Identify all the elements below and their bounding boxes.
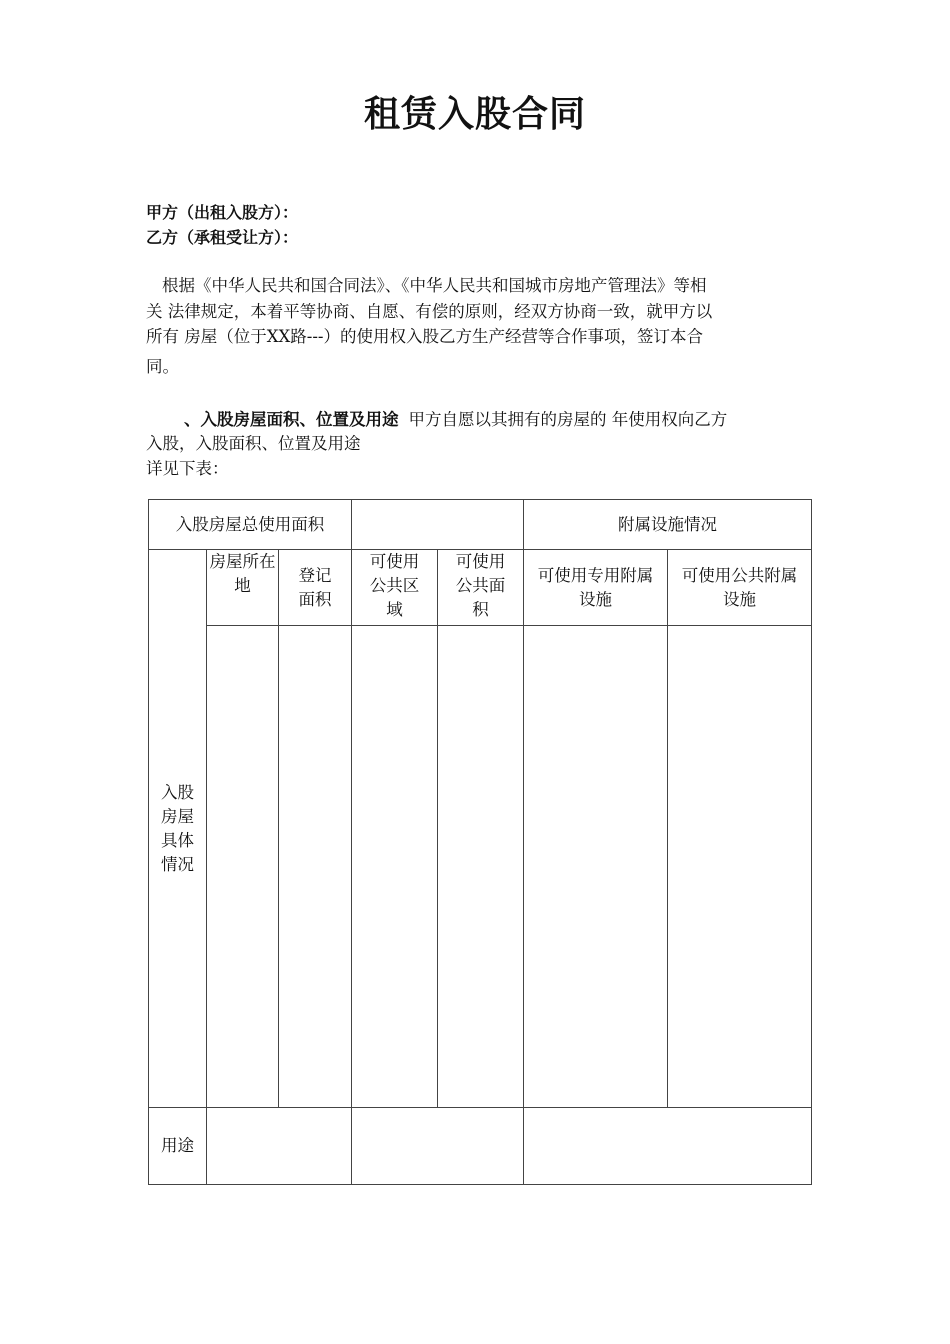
cell-public-facilities[interactable]: [668, 626, 812, 1108]
section-1-text-3: 详见下表：: [146, 459, 229, 478]
section-1-text-2: 入股，入股面积、位置及用途: [146, 434, 361, 453]
facilities-label: 附属设施情况: [524, 500, 812, 550]
col-location: 房屋所在 地: [207, 550, 279, 626]
table-row-details: [149, 626, 812, 1108]
document-title: 租赁入股合同: [363, 94, 586, 135]
table-row-columns: [149, 550, 812, 626]
intro-line-1: 根据《中华人民共和国合同法》、《中华人民共和国城市房地产管理法》等相: [162, 276, 707, 295]
intro-line-4: 同。: [146, 357, 179, 376]
usage-label: 用途: [149, 1108, 207, 1185]
table-row-header: [149, 500, 812, 550]
col-public-facilities: 可使用公共附属设施: [668, 550, 812, 626]
usage-cell-2[interactable]: [352, 1108, 524, 1185]
section-1-line-1: [184, 406, 727, 430]
col-private-facilities: 可使用专用附属设施: [524, 550, 668, 626]
col-public-area: 可使用公共面积: [438, 550, 524, 626]
total-area-value[interactable]: [352, 500, 524, 550]
cell-registered-area[interactable]: [279, 626, 352, 1108]
total-area-label: 入股房屋总使用面积: [149, 500, 352, 550]
section-1-heading: 、入股房屋面积、位置及用途: [184, 410, 399, 429]
col-public-zone: 可使用公共区域: [352, 550, 438, 626]
usage-cell-3[interactable]: [524, 1108, 812, 1185]
cell-private-facilities[interactable]: [524, 626, 668, 1108]
cell-location[interactable]: [207, 626, 279, 1108]
usage-cell-1[interactable]: [207, 1108, 352, 1185]
section-1-text-1: 甲方自愿以其拥有的房屋的 年使用权向乙方: [408, 410, 728, 429]
party-b-label: 乙方（承租受让方）：: [146, 228, 299, 247]
intro-line-3: 所有 房屋（位于XX路---）的使用权入股乙方生产经营等合作事项，签订本合: [146, 327, 703, 346]
col-registered-area: 登记面积: [279, 550, 352, 626]
property-table: [148, 499, 812, 1185]
cell-public-area[interactable]: [438, 626, 524, 1108]
table-row-usage: [149, 1108, 812, 1185]
intro-line-2: 关 法律规定，本着平等协商、自愿、有偿的原则，经双方协商一致，就甲方以: [146, 302, 713, 321]
cell-public-zone[interactable]: [352, 626, 438, 1108]
party-a-label: 甲方（出租入股方）：: [146, 203, 299, 222]
details-label: 入股房屋具体情况: [149, 550, 207, 1108]
